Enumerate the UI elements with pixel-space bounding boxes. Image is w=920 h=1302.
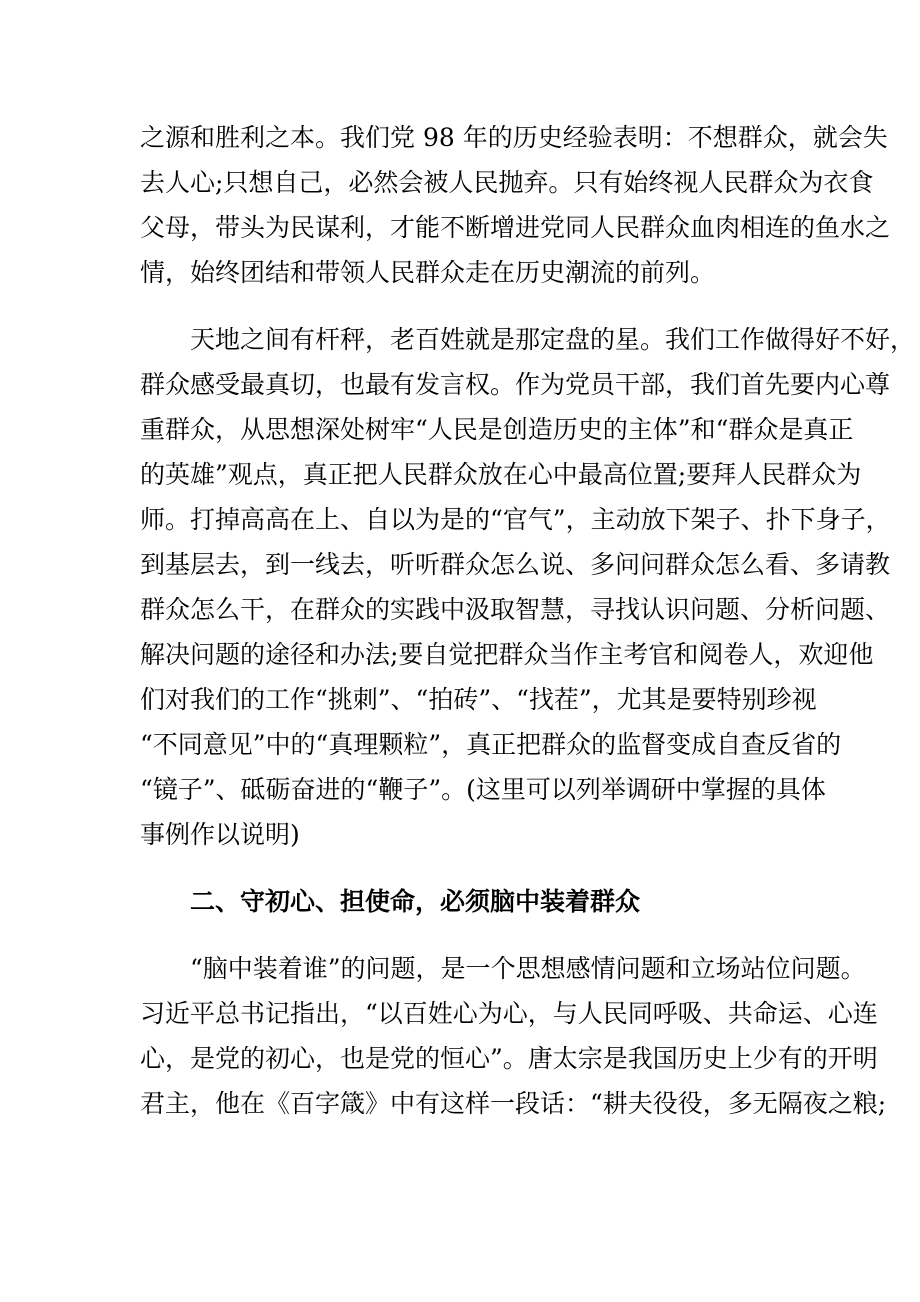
section-heading-2: 二、守初心、担使命，必须脑中装着群众 xyxy=(190,887,641,916)
paragraph-2-line-10: “不同意见”中的“真理颗粒”，真正把群众的监督变成自查反省的 xyxy=(140,730,842,759)
paragraph-2-line-12: 事例作以说明) xyxy=(140,820,300,849)
paragraph-3-line-3: 心，是党的初心，也是党的恒心”。唐太宗是我国历史上少有的开明 xyxy=(140,1044,878,1073)
paragraph-2-line-2: 群众感受最真切，也最有发言权。作为党员干部，我们首先要内心尊 xyxy=(140,370,891,399)
paragraph-2-line-7: 群众怎么干，在群众的实践中汲取智慧，寻找认识问题、分析问题、 xyxy=(140,595,891,624)
paragraph-2-line-6: 到基层去，到一线去，听听群众怎么说、多问问群众怎么看、多请教 xyxy=(140,550,891,579)
paragraph-1-line-4: 情，始终团结和带领人民群众走在历史潮流的前列。 xyxy=(140,258,716,287)
paragraph-1-line-1: 之源和胜利之本。我们党 98 年的历史经验表明：不想群众，就会失 xyxy=(140,123,888,152)
paragraph-2-line-1: 天地之间有杆秤，老百姓就是那定盘的星。我们工作做得好不好， xyxy=(190,325,916,354)
paragraph-3-line-1: “脑中装着谁”的问题，是一个思想感情问题和立场站位问题。 xyxy=(190,954,866,983)
paragraph-2-line-8: 解决问题的途径和办法;要自觉把群众当作主考官和阅卷人，欢迎他 xyxy=(140,640,874,669)
paragraph-2-line-3: 重群众，从思想深处树牢“人民是创造历史的主体”和“群众是真正 xyxy=(140,415,854,444)
paragraph-1-line-2: 去人心;只想自己，必然会被人民抛弃。只有始终视人民群众为衣食 xyxy=(140,168,874,197)
paragraph-1-line-3: 父母，带头为民谋利，才能不断增进党同人民群众血肉相连的鱼水之 xyxy=(140,213,891,242)
paragraph-3-line-2: 习近平总书记指出，“以百姓心为心，与人民同呼吸、共命运、心连 xyxy=(140,999,878,1028)
paragraph-2-line-9: 们对我们的工作“挑刺”、“拍砖”、“找茬”，尤其是要特别珍视 xyxy=(140,685,817,714)
paragraph-2-line-5: 师。打掉高高在上、自以为是的“官气”，主动放下架子、扑下身子， xyxy=(140,505,891,534)
paragraph-2-line-4: 的英雄”观点，真正把人民群众放在心中最高位置;要拜人民群众为 xyxy=(140,460,862,489)
paragraph-2-line-11: “镜子”、砥砺奋进的“鞭子”。(这里可以列举调研中掌握的具体 xyxy=(140,775,826,804)
paragraph-3-line-4: 君主，他在《百字箴》中有这样一段话：“耕夫役役，多无隔夜之粮; xyxy=(140,1089,887,1118)
